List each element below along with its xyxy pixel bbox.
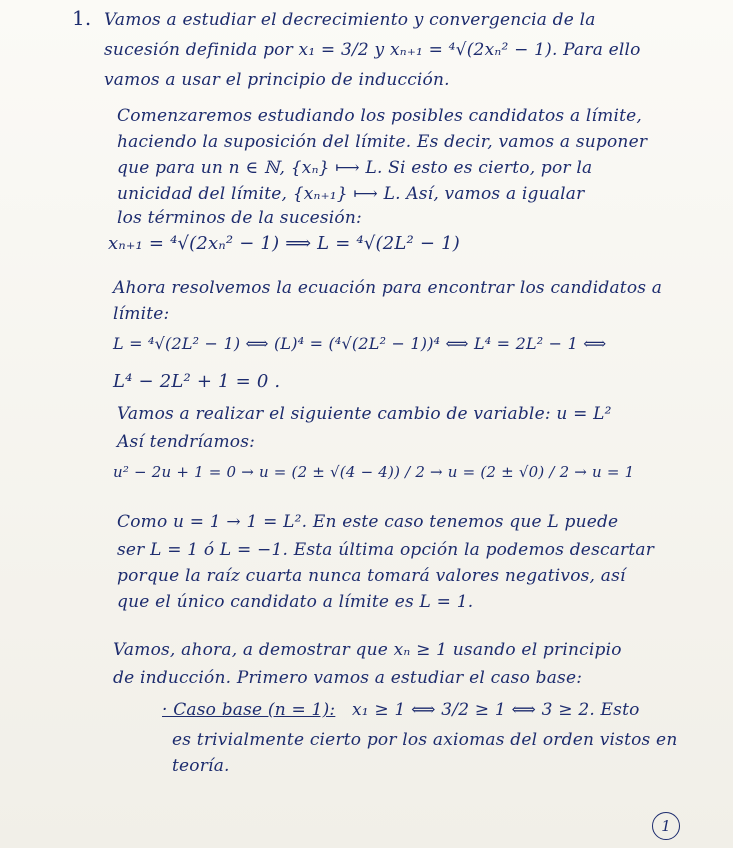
equation-limit: xₙ₊₁ = ⁴√(2xₙ² − 1) ⟹ L = ⁴√(2L² − 1) bbox=[108, 233, 460, 254]
text-line-18: ser L = 1 ó L = −1. Esta última opción la podemos descartar bbox=[117, 540, 655, 560]
text-line-17: Como u = 1 → 1 = L². En este caso tenemos que L puede bbox=[117, 512, 619, 532]
text-line-7: unicidad del límite, {xₙ₊₁} ⟼ L. Así, vamos a igualar bbox=[117, 184, 585, 204]
equation-quadratic: u² − 2u + 1 = 0 → u = (2 ± √(4 − 4)) / 2 → u = (2 ± √0) / 2 → u = 1 bbox=[113, 463, 635, 481]
equation-solve: L = ⁴√(2L² − 1) ⟺ (L)⁴ = (⁴√(2L² − 1))⁴ ⟺ L⁴ = 2L² − 1 ⟺ bbox=[113, 334, 607, 353]
text-line-25: teoría. bbox=[172, 756, 230, 776]
text-line-1: Vamos a estudiar el decrecimiento y convergencia de la bbox=[104, 10, 596, 30]
text-line-20: que el único candidato a límite es L = 1. bbox=[117, 592, 474, 612]
case-base-label: · Caso base (n = 1): bbox=[162, 700, 336, 720]
page-number: 1 bbox=[652, 812, 680, 840]
item-number: 1. bbox=[72, 6, 92, 30]
text-line-5: haciendo la suposición del límite. Es decir, vamos a suponer bbox=[117, 132, 648, 152]
equation-quartic: L⁴ − 2L² + 1 = 0 . bbox=[113, 371, 281, 392]
text-line-8: los términos de la sucesión: bbox=[117, 208, 362, 228]
text-line-24: es trivialmente cierto por los axiomas del orden vistos en bbox=[172, 730, 678, 750]
text-line-4: Comenzaremos estudiando los posibles candidatos a límite, bbox=[117, 106, 643, 126]
text-line-19: porque la raíz cuarta nunca tomará valores negativos, así bbox=[117, 566, 626, 586]
text-line-14: Vamos a realizar el siguiente cambio de variable: u = L² bbox=[117, 404, 612, 424]
text-line-3: vamos a usar el principio de inducción. bbox=[104, 70, 450, 90]
text-line-11: límite: bbox=[113, 304, 170, 324]
text-line-6: que para un n ∈ ℕ, {xₙ} ⟼ L. Si esto es cierto, por la bbox=[117, 158, 593, 178]
text-line-22: de inducción. Primero vamos a estudiar el caso base: bbox=[113, 668, 583, 688]
text-line-10: Ahora resolvemos la ecuación para encontrar los candidatos a bbox=[113, 278, 663, 298]
case-base-statement: x₁ ≥ 1 ⟺ 3/2 ≥ 1 ⟺ 3 ≥ 2. Esto bbox=[352, 700, 640, 720]
text-line-15: Así tendríamos: bbox=[117, 432, 256, 452]
text-line-2: sucesión definida por x₁ = 3/2 y xₙ₊₁ = ⁴√(2xₙ² − 1). Para ello bbox=[104, 40, 641, 60]
text-line-21: Vamos, ahora, a demostrar que xₙ ≥ 1 usando el principio bbox=[113, 640, 622, 660]
